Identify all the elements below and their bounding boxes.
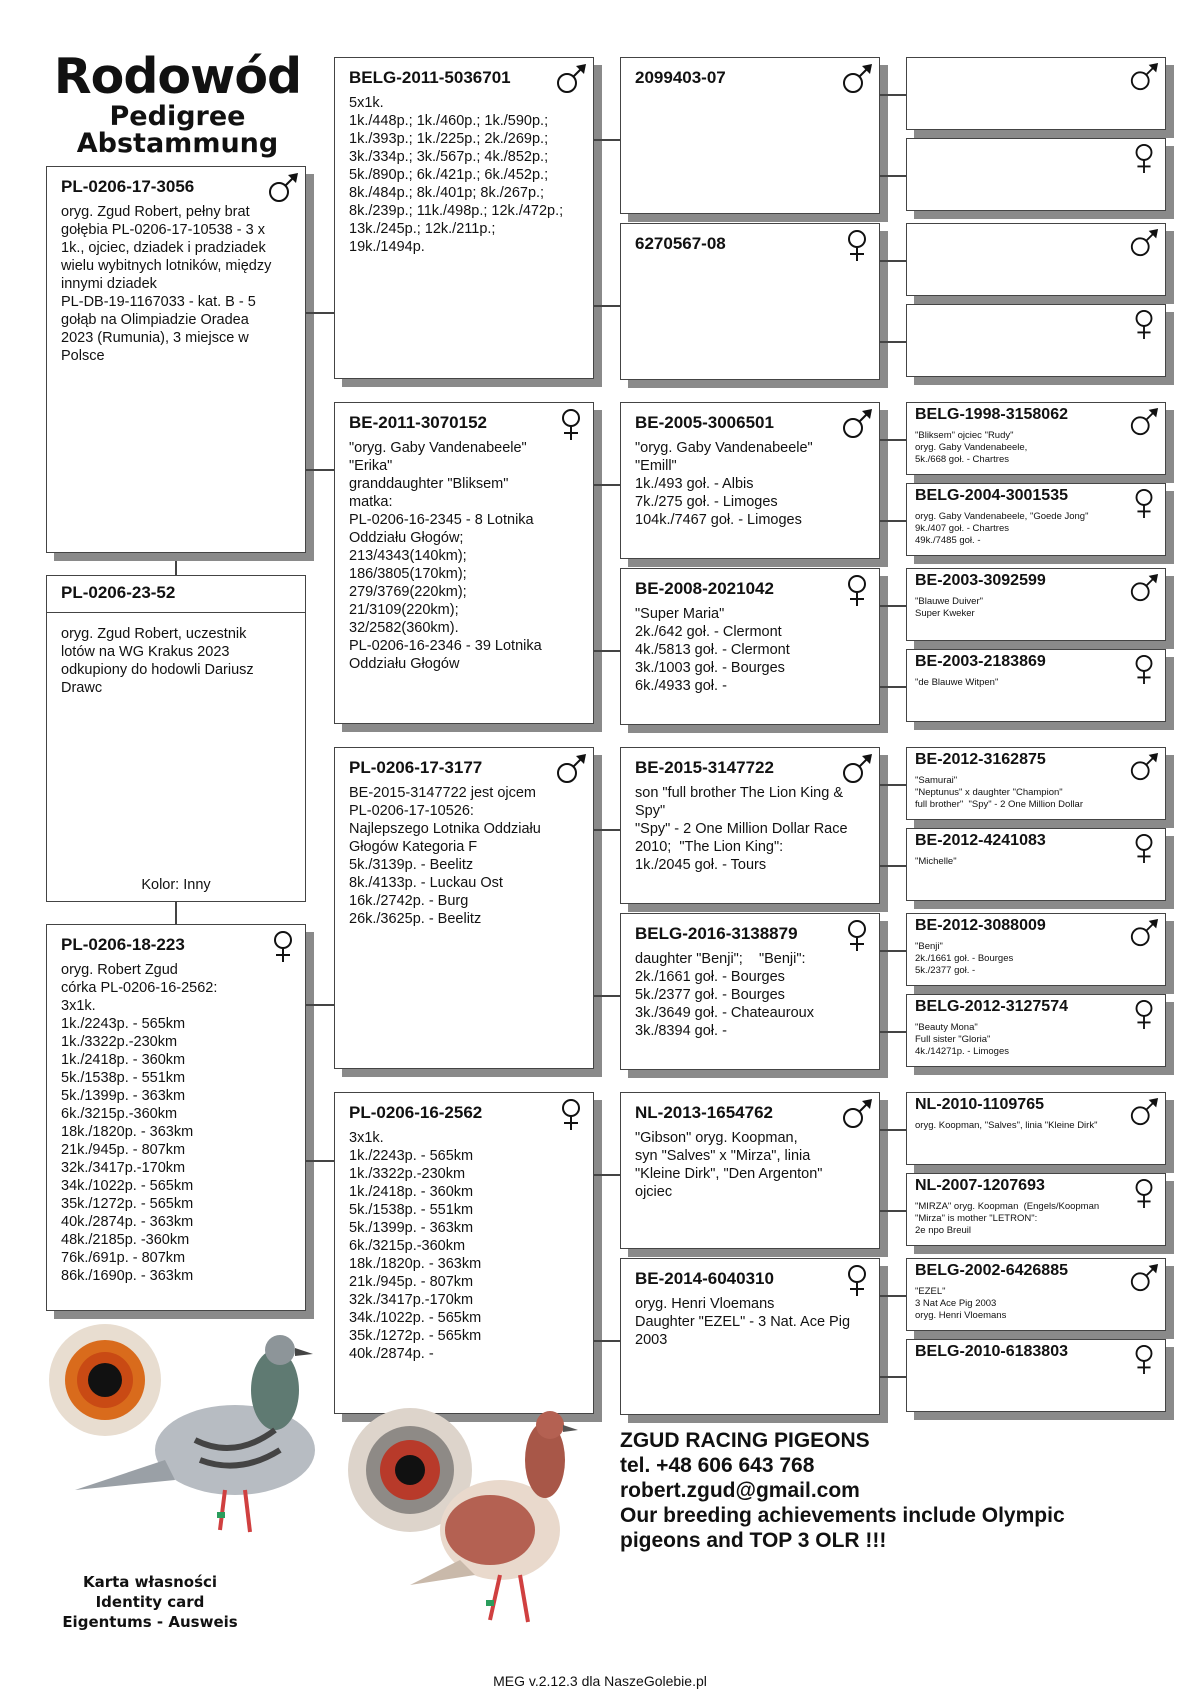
female-icon: [841, 573, 873, 607]
gen2-ancestor-card[interactable]: [334, 1092, 594, 1414]
ancestor-description: "Samurai" "Neptunus" x daughter "Champion" full brother" "Spy" - 2 One Million Dollar: [915, 775, 1083, 810]
female-icon: [1129, 1343, 1159, 1375]
ancestor-ring-number: BE-2003-2183869: [915, 653, 1046, 670]
connector-line: [594, 484, 620, 486]
ancestor-ring-number: 6270567-08: [635, 234, 726, 253]
identity-card-pl: Karta własności: [82, 1573, 218, 1591]
gen3-ancestor-card[interactable]: [620, 402, 880, 559]
gen4-ancestor-card[interactable]: [906, 223, 1166, 296]
ancestor-ring-number: BE-2003-3092599: [915, 572, 1046, 589]
female-icon: [841, 228, 873, 262]
gen4-ancestor-card[interactable]: [906, 138, 1166, 211]
connector-line: [880, 1031, 906, 1033]
sire-ring-number: PL-0206-17-3056: [61, 177, 195, 196]
dam-ring-number: PL-0206-18-223: [61, 935, 185, 954]
connector-line: [175, 553, 177, 575]
sire-card[interactable]: [46, 166, 306, 553]
female-icon: [555, 1097, 587, 1131]
female-icon: [267, 929, 299, 963]
breeder-note-line1: Our breeding achievements include Olympic: [620, 1504, 1065, 1527]
gen4-ancestor-card[interactable]: [906, 1092, 1166, 1165]
connector-line: [594, 995, 620, 997]
subtitle-pedigree: Pedigree: [109, 101, 246, 132]
ancestor-ring-number: BE-2005-3006501: [635, 413, 774, 432]
identity-card-de: Eigentums - Ausweis: [62, 1613, 238, 1631]
ancestor-ring-number: BE-2008-2021042: [635, 579, 774, 598]
ancestor-description: "Benji" 2k./1661 goł. - Bourges 5k./2377 goł. -: [915, 941, 1014, 976]
gen3-ancestor-card[interactable]: [620, 57, 880, 214]
ancestor-ring-number: BELG-2010-6183803: [915, 1343, 1068, 1360]
connector-line: [880, 175, 906, 177]
connector-line: [880, 260, 906, 262]
ancestor-ring-number: NL-2013-1654762: [635, 1103, 773, 1122]
ancestor-ring-number: PL-0206-17-3177: [349, 758, 483, 777]
pigeon-photo-blue: [45, 1320, 325, 1560]
connector-line: [594, 650, 620, 652]
subject-description: oryg. Zgud Robert, uczestnik lotów na WG Krakus 2023 odkupiony do hodowli Dariusz Drawc: [61, 626, 254, 696]
breeder-email[interactable]: robert.zgud@gmail.com: [620, 1479, 860, 1502]
ancestor-ring-number: PL-0206-16-2562: [349, 1103, 483, 1122]
subject-divider: [47, 612, 305, 613]
ancestor-description: BE-2015-3147722 jest ojcem PL-0206-17-10526: Najlepszego Lotnika Oddziału Głogów Kategoria F 5k./3139p. - Beelitz 8k./4133p. - Luckau Ost 16k./2742p. - Burg 26k./3625p. - Beelitz: [349, 785, 541, 927]
connector-line: [880, 605, 906, 607]
ancestor-description: daughter "Benji"; "Benji": 2k./1661 goł. - Bourges 5k./2377 goł. - Bourges 3k./3649 goł. - Chateauroux 3k./8394 goł. -: [635, 951, 814, 1039]
breeder-note-line2: pigeons and TOP 3 OLR !!!: [620, 1529, 887, 1552]
ancestor-description: "oryg. Gaby Vandenabeele" "Emill" 1k./493 goł. - Albis 7k./275 goł. - Limoges 104k./7467 goł. - Limoges: [635, 440, 813, 528]
subject-card[interactable]: [46, 575, 306, 902]
breeder-contact: [620, 1428, 1065, 1553]
subtitle-abstammung: Abstammung: [76, 128, 279, 159]
ancestor-description: "Michelle": [915, 856, 957, 867]
male-icon: [555, 752, 587, 786]
ancestor-ring-number: BE-2012-3162875: [915, 751, 1046, 768]
ancestor-description: "EZEL" 3 Nat Ace Pig 2003 oryg. Henri Vloemans: [915, 1286, 1007, 1321]
subject-color: Kolor: Inny: [141, 877, 211, 893]
gen2-ancestor-card[interactable]: [334, 402, 594, 724]
male-icon: [267, 171, 299, 205]
gen3-ancestor-card[interactable]: [620, 1258, 880, 1415]
ancestor-ring-number: BELG-2016-3138879: [635, 924, 798, 943]
connector-line: [306, 1160, 334, 1162]
connector-line: [880, 439, 906, 441]
identity-card-en: Identity card: [95, 1593, 205, 1611]
male-icon: [841, 752, 873, 786]
male-icon: [1129, 61, 1159, 93]
connector-line: [594, 139, 620, 141]
ancestor-description: "Beauty Mona" Full sister "Gloria" 4k./14271p. - Limoges: [915, 1022, 1010, 1057]
ancestor-ring-number: BELG-1998-3158062: [915, 406, 1068, 423]
connector-line: [880, 520, 906, 522]
connector-line: [880, 1210, 906, 1212]
connector-line: [880, 784, 906, 786]
ancestor-description: "de Blauwe Witpen": [915, 677, 999, 688]
connector-line: [880, 341, 906, 343]
ancestor-description: "Bliksem" ojciec "Rudy" oryg. Gaby Vandenabeele, 5k./668 goł. - Chartres: [915, 430, 1028, 465]
ancestor-ring-number: BE-2014-6040310: [635, 1269, 774, 1288]
connector-line: [594, 829, 620, 831]
ancestor-ring-number: BE-2012-3088009: [915, 917, 1046, 934]
breeder-phone[interactable]: tel. +48 606 643 768: [620, 1454, 815, 1477]
connector-line: [880, 950, 906, 952]
ancestor-ring-number: BELG-2002-6426885: [915, 1262, 1068, 1279]
ancestor-ring-number: BELG-2012-3127574: [915, 998, 1068, 1015]
connector-line: [880, 1295, 906, 1297]
sire-description: oryg. Zgud Robert, pełny brat gołębia PL-0206-17-10538 - 3 x 1k., ojciec, dziadek i pradziadek wielu wybitnych lotników, między innymi dziadek PL-DB-19-1167033 - kat. B - 5 gołąb na Olimpiadzie Oradea 2023 (Rumunia), 3 miejsce w Polsce: [61, 204, 272, 364]
dam-description: oryg. Robert Zgud córka PL-0206-16-2562: 3x1k. 1k./2243p. - 565km 1k./3322p.-230km 1k./2418p. - 360km 5k./1538p. - 551km 5k./1399p. - 363km 6k./3215p.-360km 18k./1820p. - 363km 21k./945p. - 807km 32k./3417p.-170km 34k./1022p. - 565km 35k./1272p. - 565km 40k./2874p. - 363km 48k./2185p. -360km 76k./691p. - 807km 86k./1690p. - 363km: [61, 962, 218, 1284]
connector-line: [880, 94, 906, 96]
connector-line: [880, 865, 906, 867]
gen2-ancestor-card[interactable]: [334, 747, 594, 1069]
pigeon-photo-red: [340, 1400, 600, 1640]
female-icon: [555, 407, 587, 441]
ancestor-ring-number: BE-2012-4241083: [915, 832, 1046, 849]
gen4-ancestor-card[interactable]: [906, 649, 1166, 722]
gen2-ancestor-card[interactable]: [334, 57, 594, 379]
gen4-ancestor-card[interactable]: [906, 747, 1166, 820]
footer-text: MEG v.2.12.3 dla NaszeGolebie.pl: [493, 1673, 707, 1689]
gen4-ancestor-card[interactable]: [906, 402, 1166, 475]
ancestor-ring-number: BELG-2011-5036701: [349, 68, 511, 87]
ancestor-ring-number: 2099403-07: [635, 68, 726, 87]
gen3-ancestor-card[interactable]: [620, 568, 880, 725]
gen4-ancestor-card[interactable]: [906, 994, 1166, 1067]
male-icon: [841, 1097, 873, 1131]
gen3-ancestor-card[interactable]: [620, 1092, 880, 1249]
female-icon: [1129, 142, 1159, 174]
subject-ring-number: PL-0206-23-52: [61, 583, 176, 602]
gen4-ancestor-card[interactable]: [906, 828, 1166, 901]
dam-card[interactable]: [46, 924, 306, 1311]
connector-line: [880, 1376, 906, 1378]
ancestor-description: oryg. Gaby Vandenabeele, "Goede Jong" 9k./407 goł. - Chartres 49k./7485 goł. -: [915, 511, 1089, 546]
ancestor-description: "MIRZA" oryg. Koopman (Engels/Koopman "Mirza" is mother "LETRON": 2e npo Breuil: [915, 1201, 1100, 1236]
gen3-ancestor-card[interactable]: [620, 913, 880, 1070]
gen4-ancestor-card[interactable]: [906, 57, 1166, 130]
ancestor-ring-number: BE-2015-3147722: [635, 758, 774, 777]
gen4-ancestor-card[interactable]: [906, 1173, 1166, 1246]
male-icon: [841, 62, 873, 96]
male-icon: [841, 407, 873, 441]
ancestor-ring-number: NL-2007-1207693: [915, 1177, 1045, 1194]
ancestor-description: "oryg. Gaby Vandenabeele" "Erika" granddaughter "Bliksem" matka: PL-0206-16-2345 - 8 Lotnika Oddziału Głogów; 213/4343(140km); 186/3805(170km); 279/3769(220km); 21/3109(220km); 32/2582(360km). PL-0206-16-2346 - 39 Lotnika Oddziału Głogów: [349, 440, 542, 672]
ancestor-description: 5x1k. 1k./448p.; 1k./460p.; 1k./590p.; 1k./393p.; 1k./225p.; 2k./269p.; 3k./334p.; 3k./567p.; 4k./852p.; 5k./890p.; 6k./421p.; 6k./452p.; 8k./484p.; 8k./401p; 8k./267p.; 8k./239p.; 11k./498p.; 12k./472p.; 13k./245p.; 12k./211p.; 19k./1494p.: [349, 95, 564, 255]
ancestor-ring-number: BE-2011-3070152: [349, 413, 488, 432]
ancestor-description: "Super Maria" 2k./642 goł. - Clermont 4k./5813 goł. - Clermont 3k./1003 goł. - Bourges 6k./4933 goł. -: [635, 606, 790, 694]
connector-line: [594, 1340, 620, 1342]
ancestor-ring-number: BELG-2004-3001535: [915, 487, 1068, 504]
ancestor-description: "Gibson" oryg. Koopman, syn "Salves" x "Mirza", linia "Kleine Dirk", "Den Argenton" ojciec: [635, 1130, 823, 1200]
connector-line: [306, 312, 334, 314]
connector-line: [306, 1004, 334, 1006]
ancestor-description: 3x1k. 1k./2243p. - 565km 1k./3322p.-230km 1k./2418p. - 360km 5k./1538p. - 551km 5k./1399p. - 363km 6k./3215p.-360km 18k./1820p. - 363km 21k./945p. - 807km 32k./3417p.-170km 34k./1022p. - 565km 35k./1272p. - 565km 40k./2874p. -: [349, 1130, 482, 1362]
gen4-ancestor-card[interactable]: [906, 1339, 1166, 1412]
gen4-ancestor-card[interactable]: [906, 1258, 1166, 1331]
female-icon: [1129, 308, 1159, 340]
connector-line: [306, 469, 334, 471]
gen4-ancestor-card[interactable]: [906, 304, 1166, 377]
connector-line: [594, 1174, 620, 1176]
ancestor-description: oryg. Henri Vloemans Daughter "EZEL" - 3 Nat. Ace Pig 2003: [635, 1296, 851, 1348]
male-icon: [555, 62, 587, 96]
male-icon: [1129, 227, 1159, 259]
gen3-ancestor-card[interactable]: [620, 223, 880, 380]
breeder-name: ZGUD RACING PIGEONS: [620, 1429, 870, 1452]
connector-line: [880, 686, 906, 688]
gen3-ancestor-card[interactable]: [620, 747, 880, 904]
ancestor-ring-number: NL-2010-1109765: [915, 1096, 1044, 1113]
ancestor-description: "Blauwe Duiver" Super Kweker: [915, 596, 983, 619]
connector-line: [175, 902, 177, 924]
connector-line: [880, 1129, 906, 1131]
ancestor-description: son "full brother The Lion King & Spy" "Spy" - 2 One Million Dollar Race 2010; "The Lion King": 1k./2045 goł. - Tours: [635, 785, 848, 873]
connector-line: [594, 305, 620, 307]
gen4-ancestor-card[interactable]: [906, 913, 1166, 986]
gen4-ancestor-card[interactable]: [906, 483, 1166, 556]
ancestor-description: oryg. Koopman, "Salves", linia "Kleine Dirk": [915, 1120, 1098, 1131]
title-rodowod: Rodowód: [53, 48, 302, 105]
female-icon: [841, 1263, 873, 1297]
female-icon: [841, 918, 873, 952]
gen4-ancestor-card[interactable]: [906, 568, 1166, 641]
identity-card-label: [40, 1572, 260, 1632]
